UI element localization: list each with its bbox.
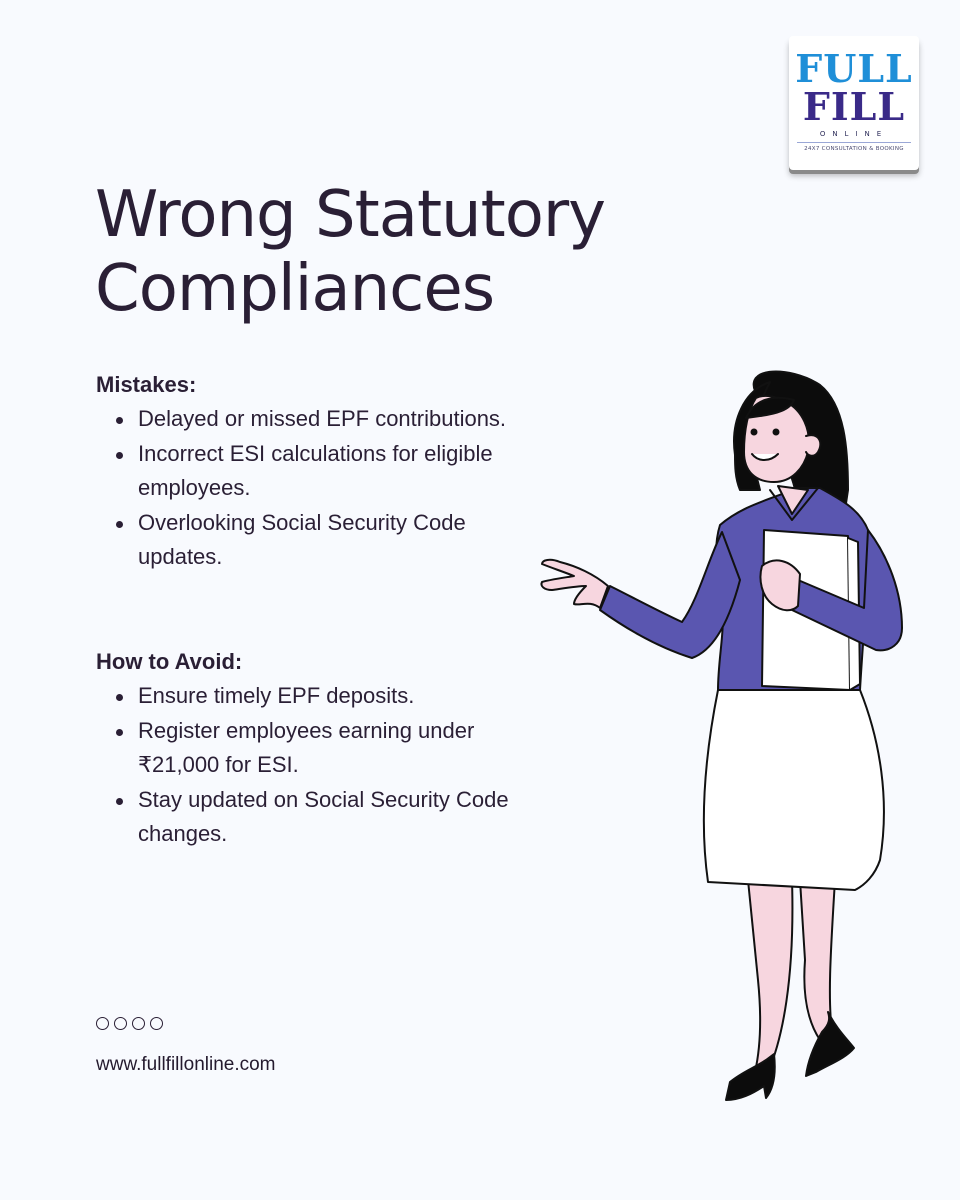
bullet-icon — [116, 798, 123, 805]
hand-left-shape — [541, 560, 608, 608]
logo-text-fill: FILL — [802, 84, 906, 129]
list-item-text: Ensure timely EPF deposits. — [138, 683, 415, 708]
logo-text-full: FULL — [795, 46, 913, 91]
avoid-list — [96, 679, 526, 852]
list-item — [96, 679, 526, 714]
logo-divider — [797, 142, 911, 143]
list-item — [96, 437, 526, 506]
shoe-left — [726, 1054, 775, 1100]
page-dot-icon — [132, 1017, 145, 1030]
page-dot-icon — [96, 1017, 109, 1030]
page-dot-icon — [150, 1017, 163, 1030]
page-title — [95, 178, 605, 326]
mistakes-section — [96, 370, 526, 575]
list-item — [96, 714, 526, 783]
list-item-text: Register employees earning under ₹21,000 for ESI. — [138, 717, 475, 777]
legs-shape — [748, 880, 792, 1072]
list-item-text: Incorrect ESI calculations for eligible employees. — [138, 440, 493, 500]
list-item — [96, 402, 526, 437]
title-line-1: Wrong Statutory — [95, 178, 606, 252]
avoid-section — [96, 647, 526, 852]
businesswoman-illustration — [530, 360, 930, 1120]
list-item-text: Stay updated on Social Security Code changes. — [138, 786, 509, 846]
bullet-icon — [116, 694, 123, 701]
list-item-text: Delayed or missed EPF contributions. — [138, 406, 507, 431]
bullet-icon — [116, 452, 123, 459]
list-item — [96, 783, 526, 852]
logo-tagline: 24X7 CONSULTATION & BOOKING — [804, 146, 904, 152]
avoid-heading: How to Avoid: — [96, 649, 243, 674]
title-line-2: Compliances — [95, 252, 495, 326]
bullet-icon — [116, 729, 123, 736]
mistakes-heading: Mistakes: — [96, 372, 197, 397]
list-item — [96, 506, 526, 575]
logo-text-online: ONLINE — [819, 130, 889, 138]
arm-left-shape — [600, 532, 740, 658]
page-indicator — [96, 1017, 163, 1030]
mistakes-list — [96, 402, 526, 575]
list-item-text: Overlooking Social Security Code updates. — [138, 509, 466, 569]
brand-logo — [789, 36, 919, 170]
bullet-icon — [116, 417, 123, 424]
bullet-icon — [116, 521, 123, 528]
website-link[interactable]: www.fullfillonline.com — [96, 1054, 276, 1075]
page-dot-icon — [114, 1017, 127, 1030]
skirt-shape — [704, 690, 884, 890]
